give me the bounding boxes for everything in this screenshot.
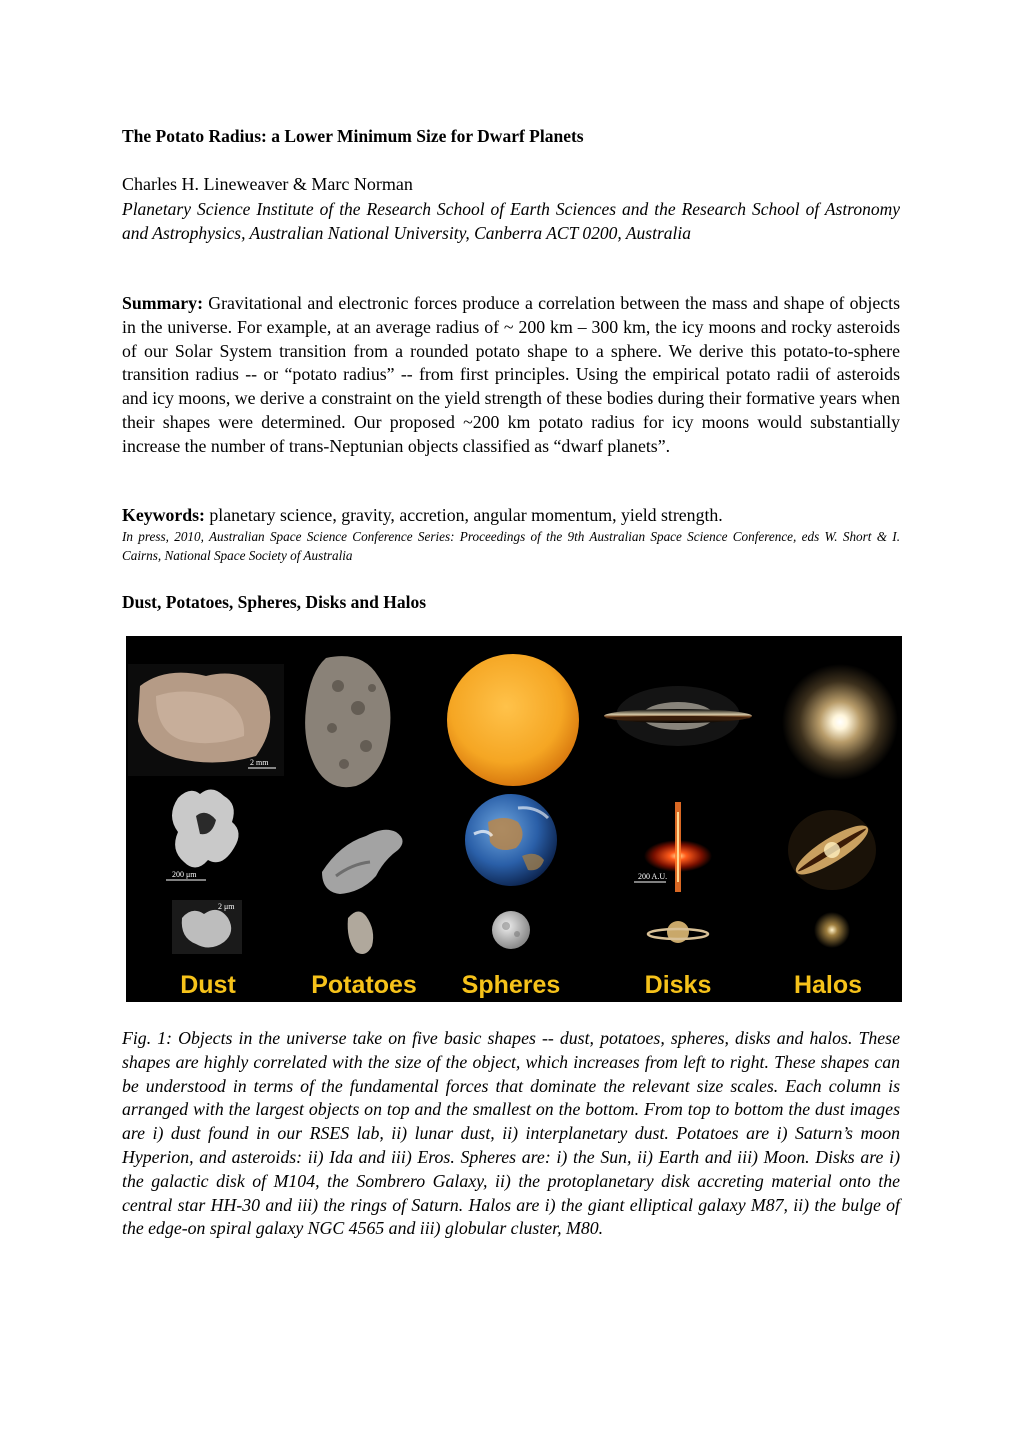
figure-caption: Fig. 1: Objects in the universe take on five basic shapes -- dust, potatoes, spheres, disks and halos. These shapes are highly correlated with the size of the object, which increases from left to right. These shapes can be understood in terms of the fundamental forces that dominate the relevant size scales. Each column is arranged with the largest objects on top and the smallest on the bottom. From top to bottom the dust images are i) dust found in our RSES lab, ii) lunar dust, ii) interplanetary dust. Potatoes are i) Saturn’s moon Hyperion, and asteroids: ii) Ida and iii) Eros. Spheres are: i) the Sun, ii) Earth and iii) Moon. Disks are i) the galactic disk of M104, the Sombrero Galaxy, ii) the protoplanetary disk accreting material onto the central star HH-30 and iii) the rings of Saturn. Halos are i) the giant elliptical galaxy M87, ii) the bulge of the edge-on spiral galaxy NGC 4565 and iii) globular cluster, M80. (122, 1028, 900, 1239)
label-dust: Dust (180, 971, 236, 999)
label-potatoes: Potatoes (311, 971, 417, 999)
column-labels (180, 971, 862, 999)
figure-1 (126, 636, 902, 1002)
moon (492, 911, 530, 949)
keywords-text: planetary science, gravity, accretion, angular momentum, yield strength. (204, 505, 723, 525)
label-halos: Halos (793, 971, 863, 999)
spheres-column (447, 654, 579, 949)
keywords-label: Keywords: (122, 505, 205, 525)
keywords (122, 505, 723, 526)
label-disks: Disks (644, 971, 712, 999)
affiliation: Planetary Science Institute of the Research School of Earth Sciences and the Research School of Astronomy and Astrophysics, Australian National University, Canberra ACT 0200, Australia (122, 199, 900, 243)
dust-column (128, 664, 284, 954)
m80-globular-cluster (814, 912, 850, 948)
hyperion (305, 656, 390, 787)
authors: Charles H. Lineweaver & Marc Norman (122, 174, 413, 194)
halos-column (782, 664, 898, 948)
summary-paragraph (122, 292, 900, 459)
scale-label-dust-top: 2 mm (250, 758, 269, 767)
scale-label-dust-mid: 200 μm (172, 870, 197, 879)
disks-column (604, 686, 752, 943)
in-press-note: In press, 2010, Australian Space Science Conference Series: Proceedings of the 9th Australian Space Science Conference, eds W. Short & I. Cairns, National Space Society of Australia (122, 529, 900, 563)
summary-label: Summary: (122, 293, 203, 313)
potatoes-column (305, 656, 402, 954)
scale-label-dust-bottom: 2 μm (218, 902, 235, 911)
m87-galaxy (782, 664, 898, 780)
summary-text: Gravitational and electronic forces produce a correlation between the mass and shape of objects in the universe. For example, at an average radius of ~ 200 km – 300 km, the icy moons and rocky asteroids of our Solar System transition from a rounded potato shape to a sphere. We derive this potato-to-sphere transition radius -- or “potato radius” -- from first principles. Using the empirical potato radii of asteroids and icy moons, we derive a constraint on the yield strength of these bodies during their formative years when their shapes were determined. Our proposed ~200 km potato radius for icy moons would substantially increase the number of trans-Neptunian objects classified as “dwarf planets”. (122, 293, 900, 456)
eros (348, 911, 373, 954)
label-spheres: Spheres (461, 971, 561, 999)
ngc4565-galaxy (788, 810, 876, 890)
figure-illustration (126, 636, 902, 1002)
section-heading: Dust, Potatoes, Spheres, Disks and Halos (122, 592, 427, 612)
sun (447, 654, 579, 786)
paper-title: The Potato Radius: a Lower Minimum Size for Dwarf Planets (122, 126, 584, 146)
scale-label-disk-mid: 200 A.U. (638, 872, 668, 881)
